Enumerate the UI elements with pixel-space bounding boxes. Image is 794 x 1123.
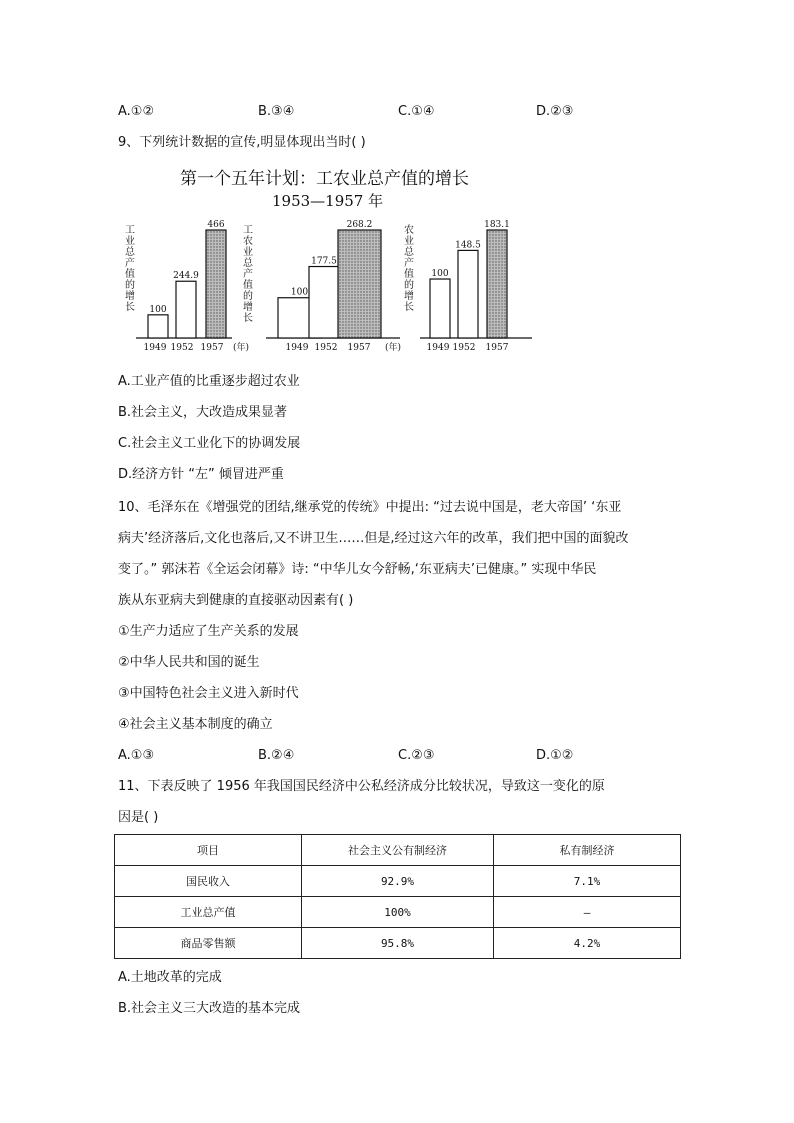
chart-subtitle: 1953—1957 年 bbox=[272, 192, 384, 210]
chart-tick-label: 1949 bbox=[426, 343, 450, 353]
chart-ylabel-char: 增 bbox=[404, 291, 414, 302]
table-header-cell: 私有制经济 bbox=[494, 835, 681, 866]
economy-table bbox=[114, 834, 681, 959]
chart-data-label: 466 bbox=[207, 220, 225, 230]
chart-ylabel-char: 总 bbox=[125, 247, 135, 258]
chart-title: 第一个五年计划：工农业总产值的增长 bbox=[180, 169, 469, 189]
q10-stem-line-3: 变了。” 郭沫若《全运会闭幕》诗: “中华儿女今舒畅,‘东亚病夫’已健康。” 实现中华民 bbox=[118, 562, 597, 577]
chart-ylabel-char: 增 bbox=[243, 302, 253, 313]
q10-stem-line-2: 病夫’经济落后,文化也落后,又不讲卫生……但是,经过这六年的改革，我们把中国的面貌改 bbox=[118, 531, 629, 546]
chart-ylabel-char: 长 bbox=[125, 302, 135, 313]
chart-ylabel-char: 产 bbox=[125, 258, 135, 269]
chart-ylabel-char: 的 bbox=[404, 280, 414, 291]
chart-tick-label: 1957 bbox=[347, 343, 371, 353]
q8-option-c: C.①④ bbox=[398, 104, 435, 119]
chart-data-label: 100 bbox=[290, 287, 309, 298]
chart-tick-label: 1952 bbox=[452, 343, 476, 353]
chart-ylabel-char: 农 bbox=[243, 236, 253, 247]
chart-data-label: 268.2 bbox=[346, 220, 373, 230]
table-row bbox=[115, 928, 681, 959]
chart-data-label: 244.9 bbox=[173, 271, 199, 282]
q10-option-c: C.②③ bbox=[398, 748, 435, 763]
table-row bbox=[115, 897, 681, 928]
chart-ylabel-char: 值 bbox=[243, 280, 253, 291]
q9-option-c: C.社会主义工业化下的协调发展 bbox=[118, 436, 301, 451]
q11-stem-line-2: 因是( ) bbox=[118, 810, 159, 825]
q10-item-4: ④社会主义基本制度的确立 bbox=[118, 717, 273, 732]
chart-data-label: 183.1 bbox=[484, 220, 510, 230]
chart-ylabel-char: 业 bbox=[404, 236, 414, 247]
q8-option-d: D.②③ bbox=[536, 104, 574, 119]
bar-charts bbox=[0, 0, 794, 370]
chart-bar bbox=[430, 279, 450, 338]
table-cell: 95.8% bbox=[302, 928, 494, 959]
q10-stem-line-1: 10、毛泽东在《增强党的团结,继承党的传统》中提出: “过去说中国是，老大帝国’ ‘东亚 bbox=[118, 500, 622, 515]
chart-bar bbox=[338, 230, 381, 338]
q10-option-b: B.②④ bbox=[258, 748, 295, 763]
table-header-cell: 项目 bbox=[115, 835, 302, 866]
table-cell: 92.9% bbox=[302, 866, 494, 897]
table-cell: 国民收入 bbox=[115, 866, 302, 897]
chart-bar bbox=[309, 267, 339, 338]
chart-data-label: 177.5 bbox=[311, 256, 337, 267]
chart-bar bbox=[487, 230, 507, 338]
q9-option-b: B.社会主义，大改造成果显著 bbox=[118, 405, 288, 420]
q11-option-b: B.社会主义三大改造的基本完成 bbox=[118, 1001, 301, 1016]
chart-ylabel-char: 值 bbox=[404, 269, 414, 280]
q9-option-d: D.经济方针 “左” 倾冒进严重 bbox=[118, 467, 284, 482]
chart-tick-label: 1952 bbox=[314, 343, 338, 353]
chart-ylabel-char: 产 bbox=[404, 258, 414, 269]
chart-data-label: 148.5 bbox=[455, 240, 481, 251]
q10-item-2: ②中华人民共和国的诞生 bbox=[118, 655, 260, 670]
table-header-cell: 社会主义公有制经济 bbox=[302, 835, 494, 866]
q8-option-a: A.①② bbox=[118, 104, 155, 119]
chart-ylabel-char: 值 bbox=[125, 269, 135, 280]
q8-option-b: B.③④ bbox=[258, 104, 295, 119]
table-header-row bbox=[115, 835, 681, 866]
chart-tick-label: 1952 bbox=[170, 343, 194, 353]
q10-item-1: ①生产力适应了生产关系的发展 bbox=[118, 624, 299, 639]
chart-x-unit: (年) bbox=[233, 343, 250, 353]
chart-ylabel-char: 长 bbox=[243, 313, 253, 324]
q10-option-a: A.①③ bbox=[118, 748, 155, 763]
chart-ylabel-char: 长 bbox=[404, 302, 414, 313]
chart-bar bbox=[458, 250, 478, 338]
chart-tick-label: 1957 bbox=[485, 343, 509, 353]
q9-option-a: A.工业产值的比重逐步超过农业 bbox=[118, 374, 300, 389]
chart-data-label: 100 bbox=[431, 269, 449, 280]
q10-option-d: D.①② bbox=[536, 748, 574, 763]
table-cell: 商品零售额 bbox=[115, 928, 302, 959]
table-cell: — bbox=[494, 897, 681, 928]
chart-ylabel-char: 总 bbox=[243, 258, 253, 269]
chart-ylabel-char: 产 bbox=[243, 269, 253, 280]
chart-tick-label: 1957 bbox=[200, 343, 224, 353]
table-cell: 4.2% bbox=[494, 928, 681, 959]
chart-ylabel-char: 增 bbox=[125, 291, 135, 302]
chart-tick-label: 1949 bbox=[285, 343, 309, 353]
chart-ylabel-char: 总 bbox=[404, 247, 414, 258]
chart-bar bbox=[148, 315, 168, 338]
chart-bar bbox=[176, 281, 196, 338]
chart-data-label: 100 bbox=[149, 304, 167, 315]
chart-bar bbox=[206, 230, 226, 338]
chart-ylabel-char: 工 bbox=[243, 225, 253, 236]
q11-option-a: A.土地改革的完成 bbox=[118, 970, 222, 985]
table-cell: 7.1% bbox=[494, 866, 681, 897]
q10-stem-line-4: 族从东亚病夫到健康的直接驱动因素有( ) bbox=[118, 593, 354, 608]
chart-ylabel-char: 的 bbox=[243, 291, 253, 302]
chart-tick-label: 1949 bbox=[143, 343, 167, 353]
table-cell: 工业总产值 bbox=[115, 897, 302, 928]
q9-stem: 9、下列统计数据的宣传,明显体现出当时( ) bbox=[118, 135, 366, 150]
chart-ylabel-char: 工 bbox=[125, 225, 135, 236]
chart-ylabel-char: 业 bbox=[243, 247, 253, 258]
table-cell: 100% bbox=[302, 897, 494, 928]
q11-stem-line-1: 11、下表反映了 1956 年我国国民经济中公私经济成分比较状况，导致这一变化的原 bbox=[118, 779, 605, 794]
chart-x-unit: (年) bbox=[385, 343, 402, 353]
chart-ylabel-char: 农 bbox=[404, 225, 414, 236]
chart-ylabel-char: 业 bbox=[125, 236, 135, 247]
chart-ylabel-char: 的 bbox=[125, 280, 135, 291]
table-row bbox=[115, 866, 681, 897]
q10-item-3: ③中国特色社会主义进入新时代 bbox=[118, 686, 299, 701]
